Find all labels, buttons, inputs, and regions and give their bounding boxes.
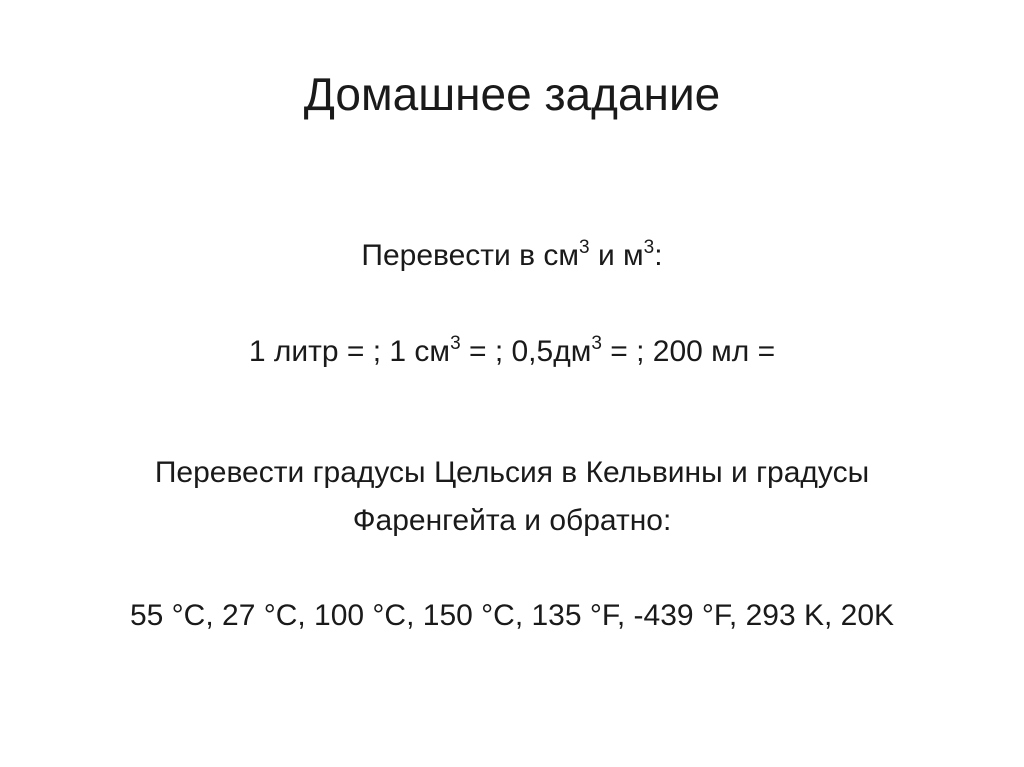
volume-heading-superscript-2: 3 — [643, 237, 655, 258]
volume-item-text: = ; 0,5дм — [460, 335, 592, 368]
volume-task-heading — [0, 236, 1024, 276]
volume-item-superscript: 3 — [591, 333, 602, 354]
volume-heading-suffix: : — [654, 239, 663, 272]
temperature-task-heading-line-1: Перевести градусы Цельсия в Кельвины и градусы — [154, 456, 870, 489]
temperature-values: 55 °C, 27 °C, 100 °C, 150 °C, 135 °F, -439 °F, 293 K, 20K — [129, 599, 895, 632]
volume-item-text: = ; 200 мл = — [601, 335, 776, 368]
volume-heading-superscript-1: 3 — [579, 237, 590, 258]
slide-title: Домашнее задание — [303, 68, 721, 120]
volume-task-items — [0, 332, 1024, 372]
volume-item-text: 1 литр = ; 1 см — [248, 335, 451, 368]
volume-heading-prefix: Перевести в см — [361, 239, 580, 272]
volume-item-superscript: 3 — [450, 333, 461, 354]
volume-heading-middle: и м — [589, 239, 644, 272]
temperature-task-heading-line-2: Фаренгейта и обратно: — [352, 504, 672, 537]
